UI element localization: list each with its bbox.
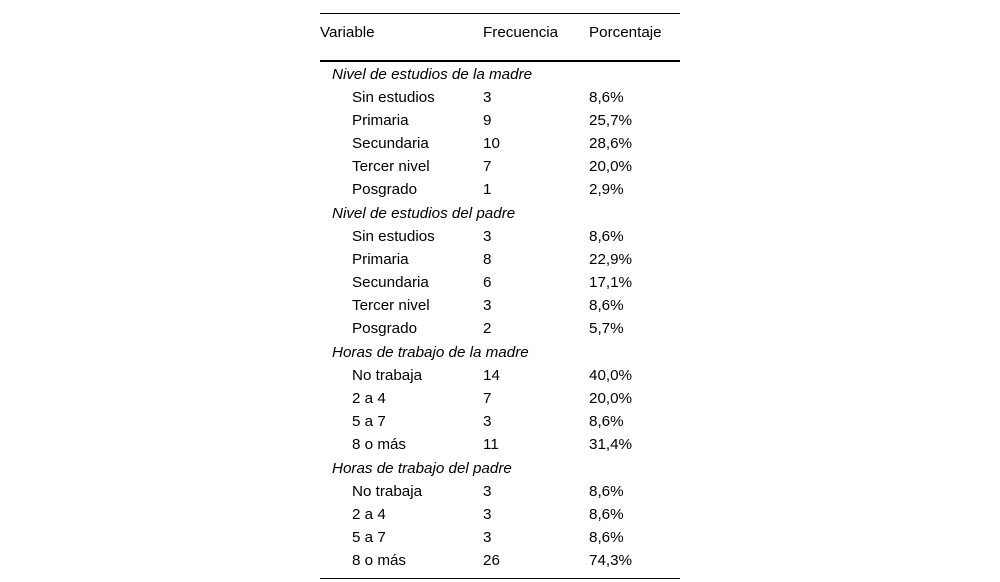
table-row [320, 248, 680, 271]
group-header-label: Nivel de estudios de la madre [332, 66, 533, 83]
row-label: 8 o más [352, 436, 407, 453]
table-row [320, 132, 680, 155]
table-row [320, 433, 680, 456]
row-porcentaje: 40,0% [589, 367, 633, 384]
group-header-row [320, 456, 680, 480]
table-row [320, 526, 680, 549]
row-label: Tercer nivel [352, 158, 430, 175]
table-row [320, 86, 680, 109]
frequency-table-body [320, 62, 680, 572]
row-label: Primaria [352, 251, 409, 268]
row-frecuencia: 1 [483, 181, 492, 198]
row-porcentaje: 8,6% [589, 506, 624, 523]
row-frecuencia: 6 [483, 274, 492, 291]
row-porcentaje: 8,6% [589, 413, 624, 430]
row-porcentaje: 8,6% [589, 297, 624, 314]
row-label: Secundaria [352, 135, 429, 152]
row-porcentaje: 28,6% [589, 135, 633, 152]
row-label: 2 a 4 [352, 390, 386, 407]
row-frecuencia: 14 [483, 367, 500, 384]
row-porcentaje: 20,0% [589, 158, 633, 175]
table-row [320, 225, 680, 248]
row-porcentaje: 31,4% [589, 436, 633, 453]
row-label: 8 o más [352, 552, 407, 569]
row-porcentaje: 17,1% [589, 274, 633, 291]
table-row [320, 109, 680, 132]
table-bottom-rule [320, 578, 680, 579]
table-header [320, 14, 680, 60]
row-porcentaje: 22,9% [589, 251, 633, 268]
row-label: Secundaria [352, 274, 429, 291]
header-row [320, 14, 680, 60]
row-label: No trabaja [352, 367, 423, 384]
row-frecuencia: 3 [483, 89, 492, 106]
row-frecuencia: 11 [483, 436, 499, 453]
table-row [320, 155, 680, 178]
group-header-label: Horas de trabajo de la madre [332, 344, 529, 361]
row-frecuencia: 7 [483, 158, 492, 175]
table-row [320, 480, 680, 503]
table-row [320, 317, 680, 340]
row-frecuencia: 3 [483, 297, 492, 314]
row-porcentaje: 25,7% [589, 112, 633, 129]
row-frecuencia: 26 [483, 552, 500, 569]
statistics-table [320, 13, 680, 579]
table-body [320, 62, 680, 572]
row-label: Primaria [352, 112, 409, 129]
table-row [320, 294, 680, 317]
row-frecuencia: 9 [483, 112, 492, 129]
row-label: Sin estudios [352, 228, 435, 245]
row-porcentaje: 8,6% [589, 89, 624, 106]
row-frecuencia: 3 [483, 483, 492, 500]
row-porcentaje: 74,3% [589, 552, 633, 569]
row-label: Posgrado [352, 181, 418, 198]
row-porcentaje: 8,6% [589, 483, 624, 500]
row-frecuencia: 3 [483, 228, 492, 245]
row-frecuencia: 3 [483, 529, 492, 546]
table-row [320, 410, 680, 433]
row-label: 5 a 7 [352, 529, 386, 546]
table-row [320, 503, 680, 526]
column-header-frecuencia: Frecuencia [483, 24, 559, 41]
row-frecuencia: 3 [483, 413, 492, 430]
row-label: 5 a 7 [352, 413, 386, 430]
row-porcentaje: 8,6% [589, 228, 624, 245]
group-header-row [320, 62, 680, 86]
row-frecuencia: 7 [483, 390, 492, 407]
group-header-label: Horas de trabajo del padre [332, 460, 512, 477]
row-frecuencia: 3 [483, 506, 492, 523]
row-porcentaje: 8,6% [589, 529, 624, 546]
table-row [320, 271, 680, 294]
frequency-table [320, 14, 680, 60]
group-header-label: Nivel de estudios del padre [332, 205, 516, 222]
row-label: Tercer nivel [352, 297, 430, 314]
group-header-row [320, 201, 680, 225]
row-porcentaje: 5,7% [589, 320, 624, 337]
table-row [320, 178, 680, 201]
row-label: 2 a 4 [352, 506, 386, 523]
row-label: Posgrado [352, 320, 418, 337]
table-row [320, 364, 680, 387]
table-row [320, 549, 680, 572]
row-frecuencia: 10 [483, 135, 500, 152]
row-porcentaje: 2,9% [589, 181, 624, 198]
column-header-variable: Variable [320, 24, 375, 41]
row-porcentaje: 20,0% [589, 390, 633, 407]
row-label: No trabaja [352, 483, 423, 500]
row-label: Sin estudios [352, 89, 435, 106]
column-header-porcentaje: Porcentaje [589, 24, 662, 41]
row-frecuencia: 2 [483, 320, 492, 337]
row-frecuencia: 8 [483, 251, 492, 268]
group-header-row [320, 340, 680, 364]
table-row [320, 387, 680, 410]
